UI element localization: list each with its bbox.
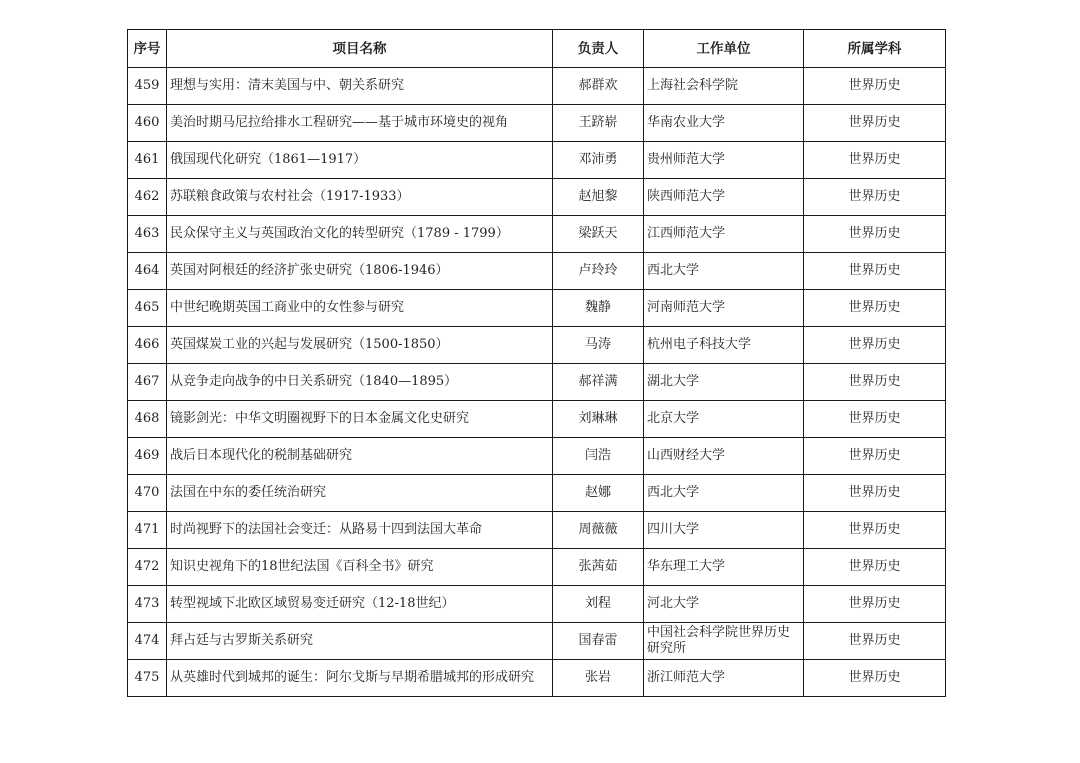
row-project-name: 拜占廷与古罗斯关系研究 (167, 623, 553, 660)
row-org: 河南师范大学 (644, 290, 804, 327)
row-lead: 魏静 (553, 290, 644, 327)
row-org: 四川大学 (644, 512, 804, 549)
row-lead: 赵旭黎 (553, 179, 644, 216)
table-row (128, 105, 946, 142)
row-org: 山西财经大学 (644, 438, 804, 475)
table-row (128, 438, 946, 475)
row-no: 459 (128, 68, 167, 105)
table-row (128, 549, 946, 586)
row-org: 湖北大学 (644, 364, 804, 401)
row-org: 上海社会科学院 (644, 68, 804, 105)
table-row (128, 660, 946, 697)
row-subject: 世界历史 (804, 216, 946, 253)
row-no: 472 (128, 549, 167, 586)
table-row (128, 179, 946, 216)
row-project-name: 知识史视角下的18世纪法国《百科全书》研究 (167, 549, 553, 586)
table-row (128, 401, 946, 438)
row-subject: 世界历史 (804, 290, 946, 327)
table-row (128, 586, 946, 623)
project-table (127, 29, 946, 697)
row-project-name: 英国对阿根廷的经济扩张史研究（1806-1946） (167, 253, 553, 290)
row-org: 贵州师范大学 (644, 142, 804, 179)
row-org: 华南农业大学 (644, 105, 804, 142)
table-row (128, 142, 946, 179)
row-no: 473 (128, 586, 167, 623)
row-project-name: 俄国现代化研究（1861—1917） (167, 142, 553, 179)
table-row (128, 512, 946, 549)
row-no: 465 (128, 290, 167, 327)
row-org: 江西师范大学 (644, 216, 804, 253)
row-project-name: 苏联粮食政策与农村社会（1917-1933） (167, 179, 553, 216)
row-no: 461 (128, 142, 167, 179)
row-subject: 世界历史 (804, 327, 946, 364)
row-subject: 世界历史 (804, 549, 946, 586)
row-lead: 闫浩 (553, 438, 644, 475)
row-lead: 郝群欢 (553, 68, 644, 105)
row-org: 中国社会科学院世界历史研究所 (644, 623, 804, 660)
table-row (128, 68, 946, 105)
row-lead: 刘程 (553, 586, 644, 623)
row-no: 471 (128, 512, 167, 549)
row-no: 464 (128, 253, 167, 290)
row-org: 陕西师范大学 (644, 179, 804, 216)
row-lead: 郝祥满 (553, 364, 644, 401)
row-subject: 世界历史 (804, 623, 946, 660)
header-subject: 所属学科 (804, 30, 946, 68)
header-project-name: 项目名称 (167, 30, 553, 68)
table-row (128, 216, 946, 253)
row-lead: 国春雷 (553, 623, 644, 660)
table-row (128, 623, 946, 660)
row-no: 466 (128, 327, 167, 364)
row-project-name: 民众保守主义与英国政治文化的转型研究（1789 - 1799） (167, 216, 553, 253)
row-no: 468 (128, 401, 167, 438)
row-subject: 世界历史 (804, 401, 946, 438)
row-subject: 世界历史 (804, 364, 946, 401)
row-lead: 邓沛勇 (553, 142, 644, 179)
row-project-name: 从英雄时代到城邦的诞生：阿尔戈斯与早期希腊城邦的形成研究 (167, 660, 553, 697)
row-project-name: 理想与实用：清末美国与中、朝关系研究 (167, 68, 553, 105)
row-subject: 世界历史 (804, 179, 946, 216)
row-org: 杭州电子科技大学 (644, 327, 804, 364)
row-project-name: 镜影剑光：中华文明圈视野下的日本金属文化史研究 (167, 401, 553, 438)
row-subject: 世界历史 (804, 512, 946, 549)
row-lead: 梁跃天 (553, 216, 644, 253)
row-subject: 世界历史 (804, 660, 946, 697)
row-lead: 卢玲玲 (553, 253, 644, 290)
row-org: 北京大学 (644, 401, 804, 438)
row-lead: 王跻崭 (553, 105, 644, 142)
row-org: 华东理工大学 (644, 549, 804, 586)
header-no: 序号 (128, 30, 167, 68)
table-row (128, 290, 946, 327)
row-subject: 世界历史 (804, 142, 946, 179)
row-no: 469 (128, 438, 167, 475)
row-project-name: 从竞争走向战争的中日关系研究（1840—1895） (167, 364, 553, 401)
row-no: 474 (128, 623, 167, 660)
row-lead: 张茜茹 (553, 549, 644, 586)
row-subject: 世界历史 (804, 586, 946, 623)
row-lead: 马涛 (553, 327, 644, 364)
row-lead: 张岩 (553, 660, 644, 697)
row-project-name: 时尚视野下的法国社会变迁：从路易十四到法国大革命 (167, 512, 553, 549)
row-no: 470 (128, 475, 167, 512)
row-org: 西北大学 (644, 475, 804, 512)
row-project-name: 战后日本现代化的税制基础研究 (167, 438, 553, 475)
row-lead: 刘琳琳 (553, 401, 644, 438)
row-no: 467 (128, 364, 167, 401)
row-project-name: 转型视域下北欧区域贸易变迁研究（12-18世纪） (167, 586, 553, 623)
table-row (128, 327, 946, 364)
header-org: 工作单位 (644, 30, 804, 68)
row-no: 460 (128, 105, 167, 142)
header-row (128, 30, 946, 68)
row-project-name: 英国煤炭工业的兴起与发展研究（1500-1850） (167, 327, 553, 364)
header-lead: 负责人 (553, 30, 644, 68)
row-lead: 周薇薇 (553, 512, 644, 549)
row-subject: 世界历史 (804, 475, 946, 512)
row-subject: 世界历史 (804, 253, 946, 290)
row-subject: 世界历史 (804, 68, 946, 105)
row-project-name: 法国在中东的委任统治研究 (167, 475, 553, 512)
row-lead: 赵娜 (553, 475, 644, 512)
row-no: 475 (128, 660, 167, 697)
table-row (128, 364, 946, 401)
table-row (128, 475, 946, 512)
row-no: 463 (128, 216, 167, 253)
row-subject: 世界历史 (804, 105, 946, 142)
row-org: 西北大学 (644, 253, 804, 290)
row-org: 浙江师范大学 (644, 660, 804, 697)
table-row (128, 253, 946, 290)
row-subject: 世界历史 (804, 438, 946, 475)
row-org: 河北大学 (644, 586, 804, 623)
row-project-name: 中世纪晚期英国工商业中的女性参与研究 (167, 290, 553, 327)
row-no: 462 (128, 179, 167, 216)
row-project-name: 美治时期马尼拉给排水工程研究——基于城市环境史的视角 (167, 105, 553, 142)
